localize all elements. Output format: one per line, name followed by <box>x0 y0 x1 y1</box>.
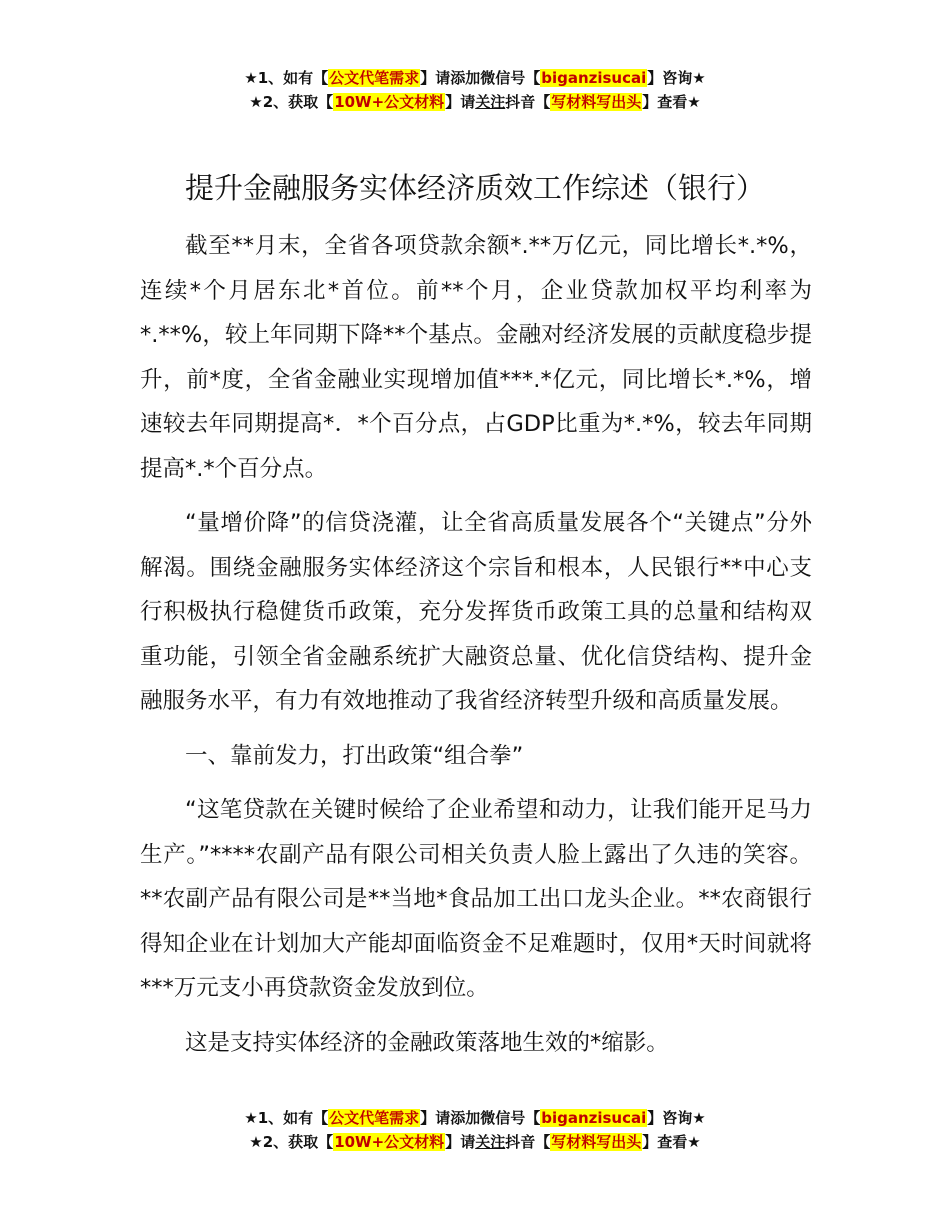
footer-banner <box>0 1106 950 1154</box>
paragraph-loan-statistics: 截至**月末，全省各项贷款余额*.**万亿元，同比增长*.*%，连续*个月居东北*首位。前**个月，企业贷款加权平均利率为*.**%，较上年同期下降**个基点。金融对经济发展的贡献度稳步提升，前*度，全省金融业实现增加值***.*亿元，同比增长*.*%，增速较去年同期提高*．*个百分点，占GDP比重为*.*%，较去年同期提高*.*个百分点。 <box>140 233 812 482</box>
banner-line-2: ★2、获取【10W+公文材料】请关注抖音【写材料写出头】查看★ <box>249 1133 701 1151</box>
underlined-follow: 关注 <box>475 1133 506 1151</box>
document-title: 提升金融服务实体经济质效工作综述（银行） <box>184 171 765 205</box>
section-heading-1: 一、靠前发力，打出政策“组合拳” <box>185 742 524 769</box>
highlight-wechat-id: biganzisucai <box>541 1109 647 1127</box>
paragraph-credit-overview: “量增价降”的信贷浇灌，让全省高质量发展各个“关键点”分外解渴。围绕金融服务实体经济这个宗旨和根本，人民银行**中心支行积极执行稳健货币政策，充分发挥货币政策工具的总量和结构双重功能，引领全省金融系统扩大融资总量、优化信贷结构、提升金融服务水平，有力有效地推动了我省经济转型升级和高质量发展。 <box>140 510 812 714</box>
highlight-douyin: 写材料写出头 <box>551 93 642 111</box>
paragraph-enterprise-story: “这笔贷款在关键时候给了企业希望和动力，让我们能开足马力生产。”****农副产品有限公司相关负责人脸上露出了久违的笑容。**农副产品有限公司是**当地*食品加工出口龙头企业。**农商银行得知企业在计划加大产能却面临资金不足难题时，仅用*天时间就将***万元支小再贷款资金发放到位。 <box>140 797 812 1001</box>
banner-line-2: ★2、获取【10W+公文材料】请关注抖音【写材料写出头】查看★ <box>249 93 701 111</box>
document-body <box>140 224 812 1075</box>
header-banner <box>0 66 950 114</box>
highlight-materials: 10W+公文材料 <box>334 93 445 111</box>
paragraph-summary: 这是支持实体经济的金融政策落地生效的*缩影。 <box>185 1029 669 1056</box>
underlined-follow: 关注 <box>475 93 506 111</box>
highlight-service: 公文代笔需求 <box>329 1109 420 1127</box>
highlight-douyin: 写材料写出头 <box>551 1133 642 1151</box>
highlight-service: 公文代笔需求 <box>329 69 420 87</box>
highlight-wechat-id: biganzisucai <box>541 69 647 87</box>
highlight-materials: 10W+公文材料 <box>334 1133 445 1151</box>
banner-line-1: ★1、如有【公文代笔需求】请添加微信号【biganzisucai】咨询★ <box>244 69 706 87</box>
banner-line-1: ★1、如有【公文代笔需求】请添加微信号【biganzisucai】咨询★ <box>244 1109 706 1127</box>
